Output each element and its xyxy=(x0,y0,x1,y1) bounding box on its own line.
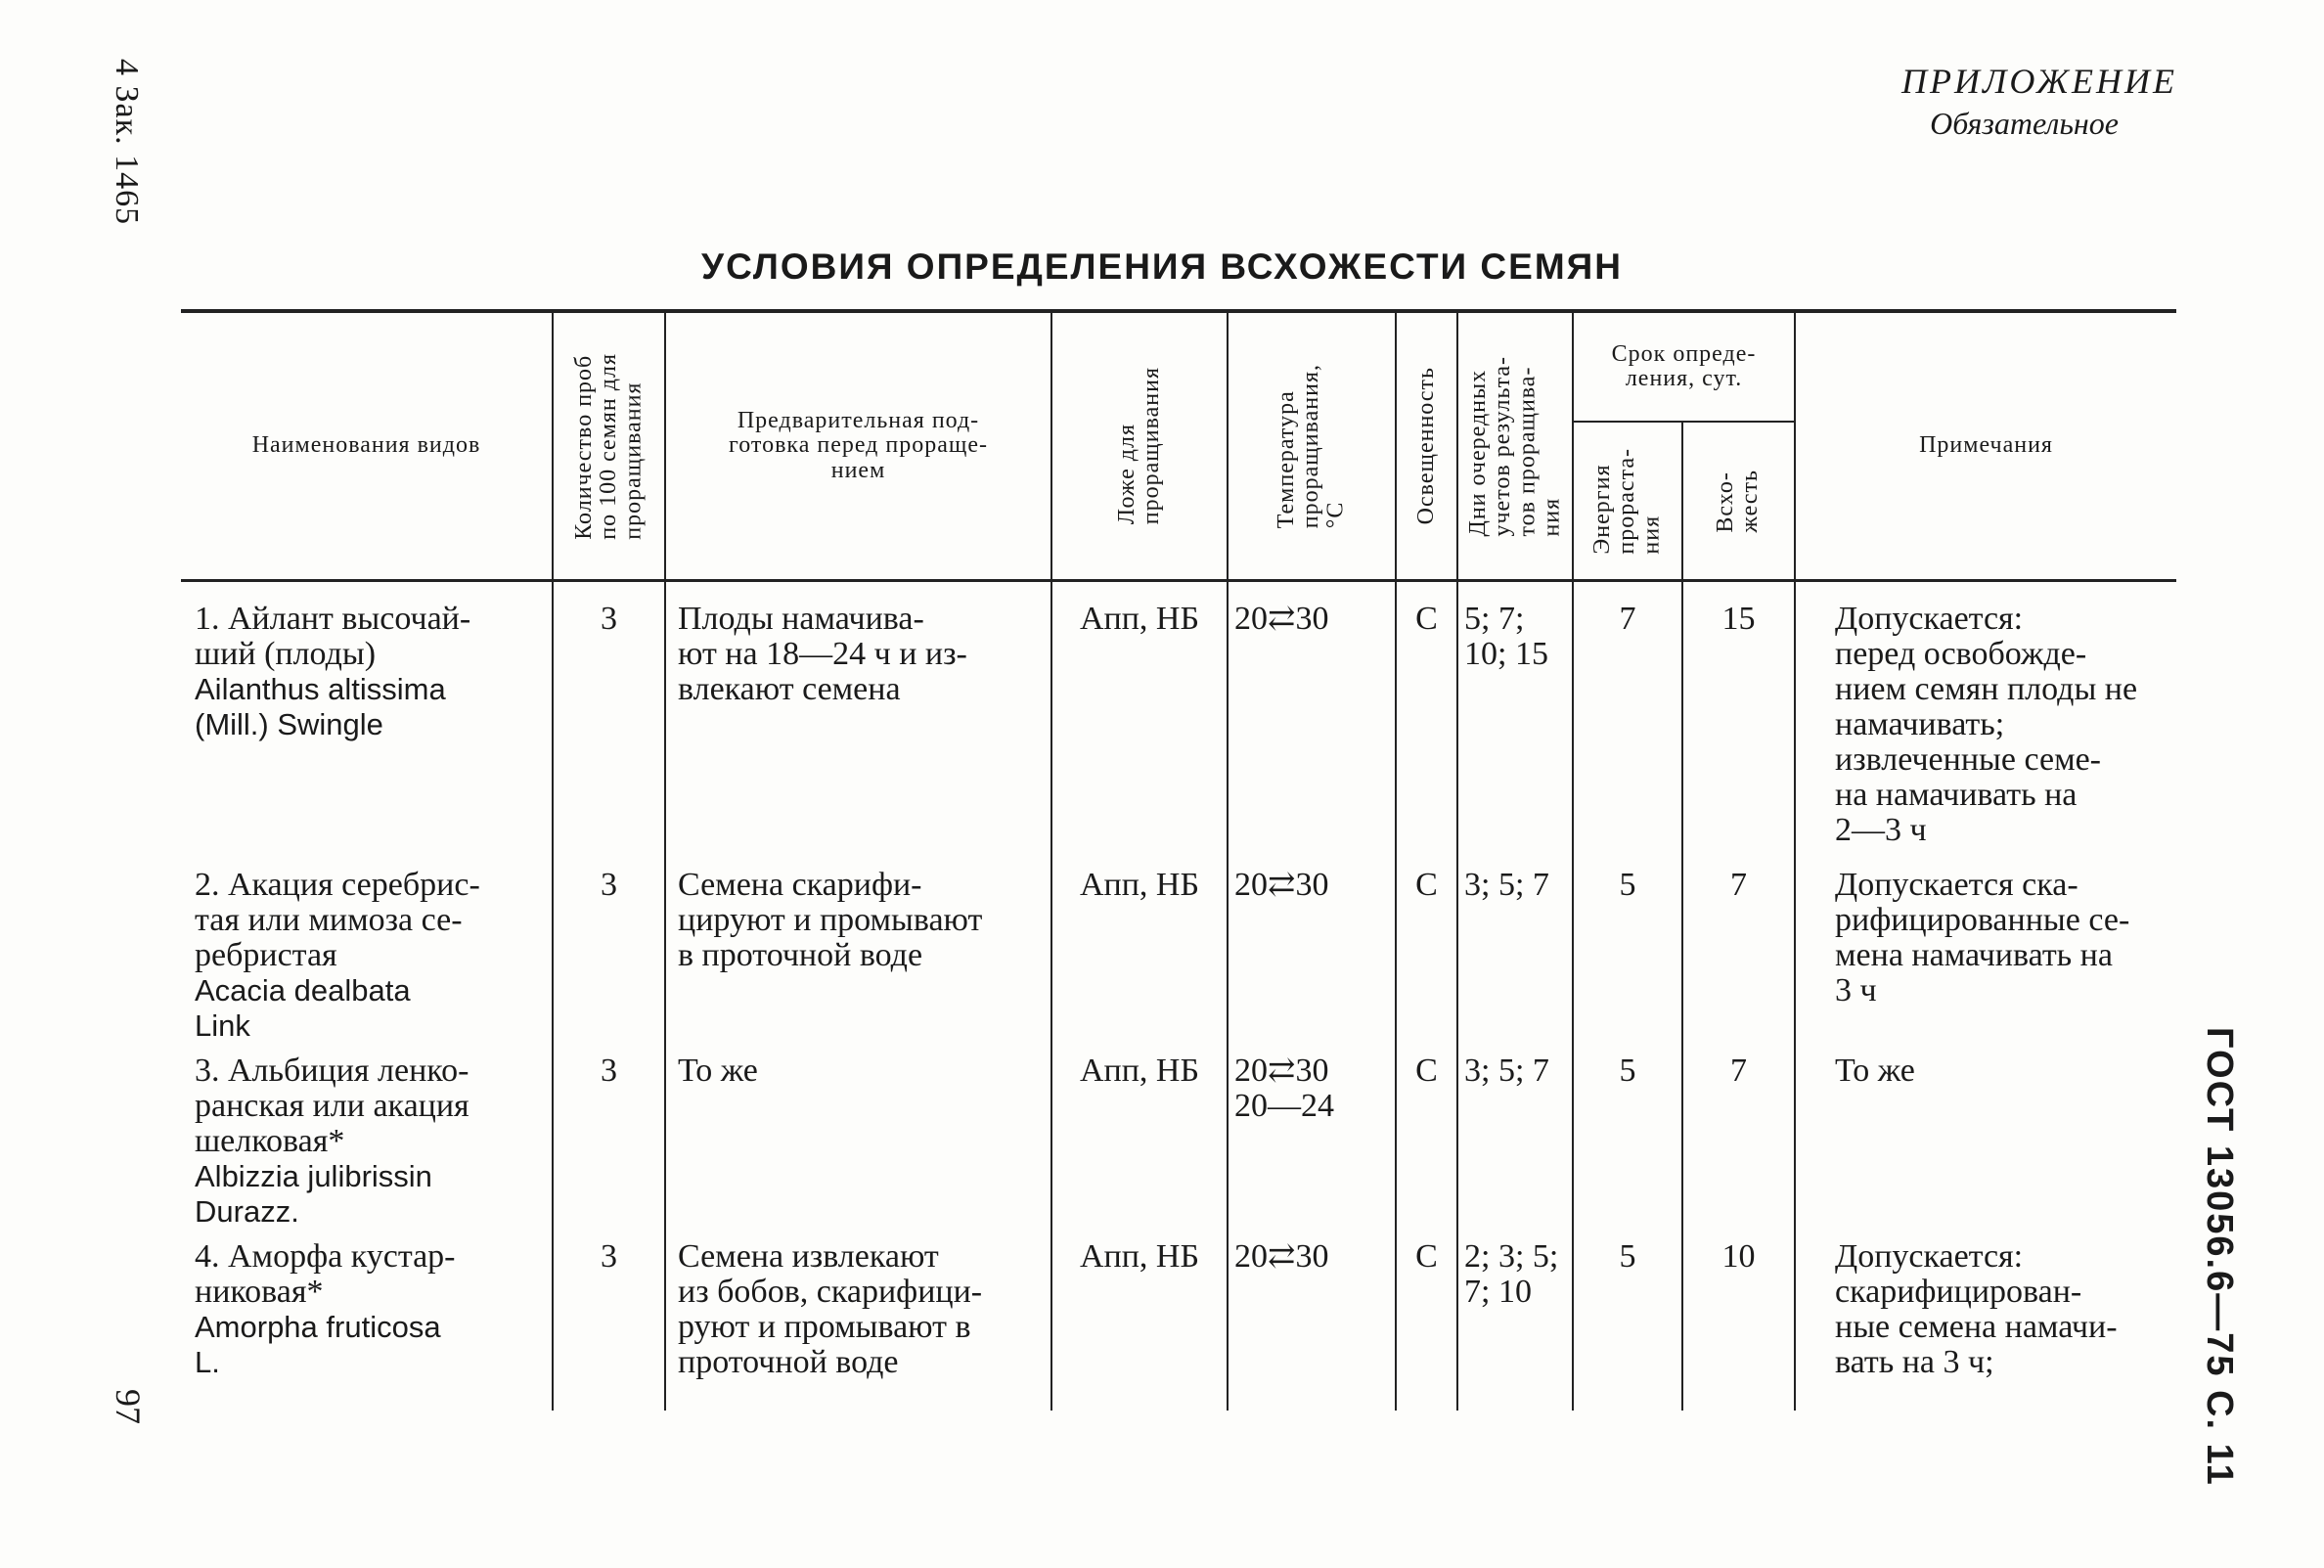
cell-light: С xyxy=(1396,581,1457,859)
cell-temp: 20⇄30 xyxy=(1228,858,1396,1044)
cell-bed: Апп, НБ xyxy=(1051,858,1228,1044)
header-energy: Энергия прораста- ния xyxy=(1573,422,1682,581)
cell-bed: Апп, НБ xyxy=(1051,581,1228,859)
header-germ: Всхо- жесть xyxy=(1682,422,1795,581)
cell-count: 3 xyxy=(553,858,665,1044)
cell-name: 2. Акация серебрис- тая или мимоза се- ребристая Acacia dealbata Link xyxy=(181,858,553,1044)
cell-temp: 20⇄30 20—24 xyxy=(1228,1044,1396,1230)
cell-light: С xyxy=(1396,1044,1457,1230)
cell-germ: 7 xyxy=(1682,1044,1795,1230)
cell-energy: 5 xyxy=(1573,858,1682,1044)
cell-name: 1. Айлант высочай- ший (плоды) Ailanthus altissima (Mill.) Swingle xyxy=(181,581,553,859)
cell-count: 3 xyxy=(553,581,665,859)
header-name: Наименования видов xyxy=(181,311,553,581)
cell-temp: 20⇄30 xyxy=(1228,1230,1396,1411)
cell-bed: Апп, НБ xyxy=(1051,1044,1228,1230)
cell-notes: Допускается: скарифицирован- ные семена намачи- вать на 3 ч; xyxy=(1795,1230,2176,1411)
cell-name: 4. Аморфа кустар- никовая* Amorpha fruticosa L. xyxy=(181,1230,553,1411)
cell-days: 3; 5; 7 xyxy=(1457,1044,1573,1230)
header-bed: Ложе для проращивания xyxy=(1051,311,1228,581)
header-temp: Температура проращивания, °C xyxy=(1228,311,1396,581)
table-row xyxy=(181,1230,2176,1411)
cell-temp: 20⇄30 xyxy=(1228,581,1396,859)
cell-days: 2; 3; 5; 7; 10 xyxy=(1457,1230,1573,1411)
germination-conditions-table xyxy=(181,309,2176,1411)
header-prep: Предварительная под- готовка перед прораще- нием xyxy=(665,311,1051,581)
page-title: УСЛОВИЯ ОПРЕДЕЛЕНИЯ ВСХОЖЕСТИ СЕМЯН xyxy=(701,246,1623,287)
header-days: Дни очередных учетов результа- тов проращива- ния xyxy=(1457,311,1573,581)
appendix-subtitle: Обязательное xyxy=(1930,106,2119,141)
cell-prep: Плоды намачива- ют на 18—24 ч и из- влекают семена xyxy=(665,581,1051,859)
cell-notes: Допускается ска- рифицированные се- мена намачивать на 3 ч xyxy=(1795,858,2176,1044)
cell-count: 3 xyxy=(553,1044,665,1230)
margin-order-number: 4 Зак. 1465 xyxy=(109,59,145,226)
appendix-title: ПРИЛОЖЕНИЕ xyxy=(1901,62,2177,101)
cell-prep: Семена извлекают из бобов, скарифици- руют и промывают в проточной воде xyxy=(665,1230,1051,1411)
page-number: 97 xyxy=(109,1389,148,1424)
cell-bed: Апп, НБ xyxy=(1051,1230,1228,1411)
table-row xyxy=(181,1044,2176,1230)
table-row xyxy=(181,581,2176,859)
table-row xyxy=(181,858,2176,1044)
cell-energy: 5 xyxy=(1573,1230,1682,1411)
cell-notes: Допускается: перед освобожде- нием семян плоды не намачивать; извлеченные семе- на намачивать на 2—3 ч xyxy=(1795,581,2176,859)
cell-germ: 7 xyxy=(1682,858,1795,1044)
cell-prep: Семена скарифи- цируют и промывают в проточной воде xyxy=(665,858,1051,1044)
cell-energy: 5 xyxy=(1573,1044,1682,1230)
cell-germ: 10 xyxy=(1682,1230,1795,1411)
header-srok: Срок опреде- ления, сут. xyxy=(1573,311,1795,422)
cell-germ: 15 xyxy=(1682,581,1795,859)
header-notes: Примечания xyxy=(1795,311,2176,581)
cell-notes: То же xyxy=(1795,1044,2176,1230)
cell-days: 5; 7; 10; 15 xyxy=(1457,581,1573,859)
cell-count: 3 xyxy=(553,1230,665,1411)
cell-prep: То же xyxy=(665,1044,1051,1230)
cell-name: 3. Альбиция ленко- ранская или акация шелковая* Albizzia julibrissin Durazz. xyxy=(181,1044,553,1230)
appendix-header xyxy=(1901,61,2177,142)
header-count: Количество проб по 100 семян для проращивания xyxy=(553,311,665,581)
header-light: Освещенность xyxy=(1396,311,1457,581)
standard-reference: ГОСТ 13056.6—75 С. 11 xyxy=(2199,1027,2240,1487)
cell-energy: 7 xyxy=(1573,581,1682,859)
cell-days: 3; 5; 7 xyxy=(1457,858,1573,1044)
cell-light: С xyxy=(1396,1230,1457,1411)
cell-light: С xyxy=(1396,858,1457,1044)
